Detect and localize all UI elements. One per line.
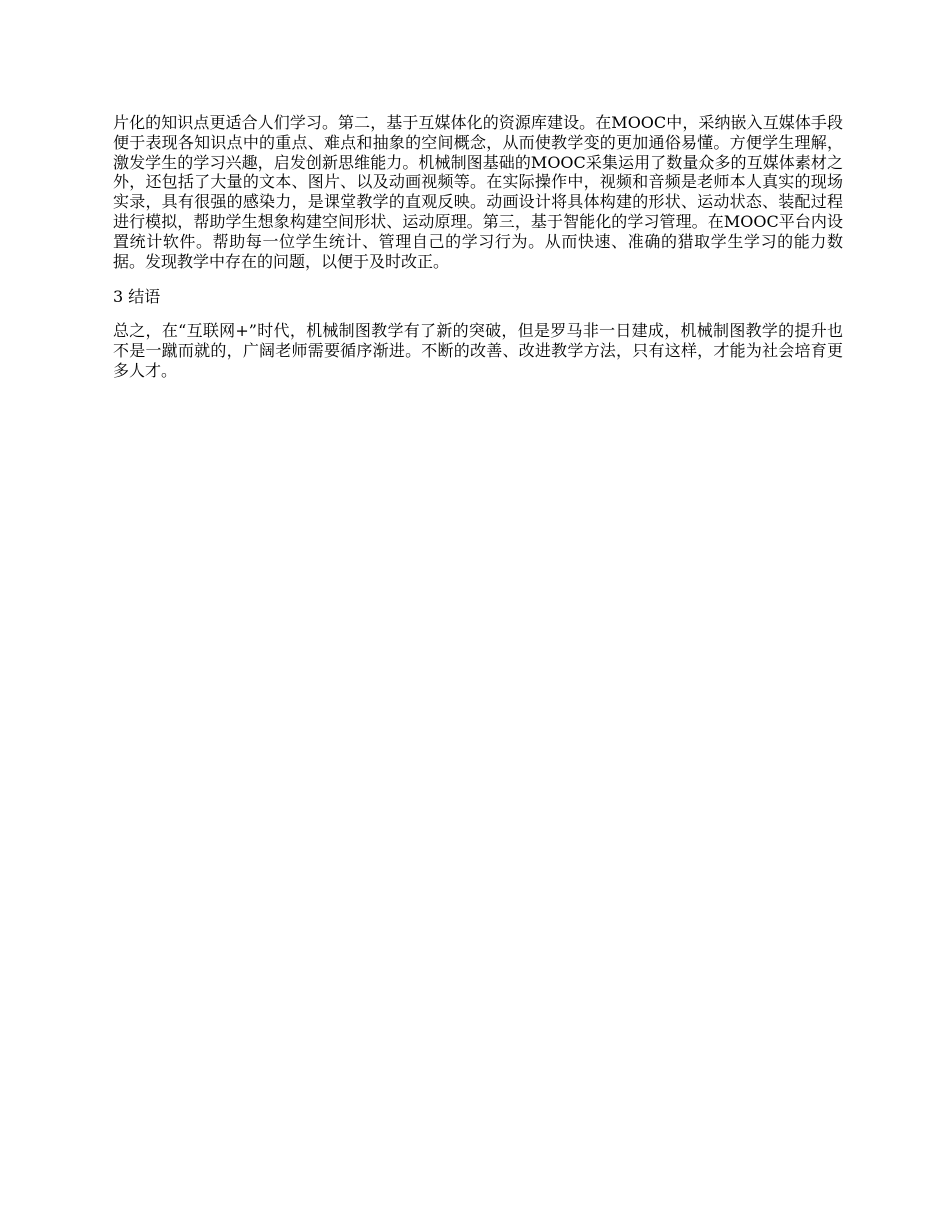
body-paragraph-mooc: 片化的知识点更适合人们学习。第二，基于互媒体化的资源库建设。在MOOC中，采纳嵌入互媒体手段便于表现各知识点中的重点、难点和抽象的空间概念，从而使教学变的更加通俗易懂。方便学生理解，激发学生的学习兴趣，启发创新思维能力。机械制图基础的MOOC采集运用了数量众多的互媒体素材之外，还包括了大量的文本、图片、以及动画视频等。在实际操作中，视频和音频是老师本人真实的现场实录，具有很强的感染力，是课堂教学的直观反映。动画设计将具体构建的形状、运动状态、装配过程进行模拟，帮助学生想象构建空间形状、运动原理。第三，基于智能化的学习管理。在MOOC平台内设置统计软件。帮助每一位学生统计、管理自己的学习行为。从而快速、准确的猎取学生学习的能力数据。发现教学中存在的问题，以便于及时改正。 bbox=[113, 113, 843, 271]
body-paragraph-conclusion: 总之，在“互联网+”时代，机械制图教学有了新的突破，但是罗马非一日建成，机械制图教学的提升也不是一蹴而就的，广阔老师需要循序渐进。不断的改善、改进教学方法，只有这样，才能为社会培育更多人才。 bbox=[113, 321, 843, 381]
section-heading-conclusion: 3 结语 bbox=[113, 286, 161, 306]
document-page bbox=[113, 113, 843, 396]
